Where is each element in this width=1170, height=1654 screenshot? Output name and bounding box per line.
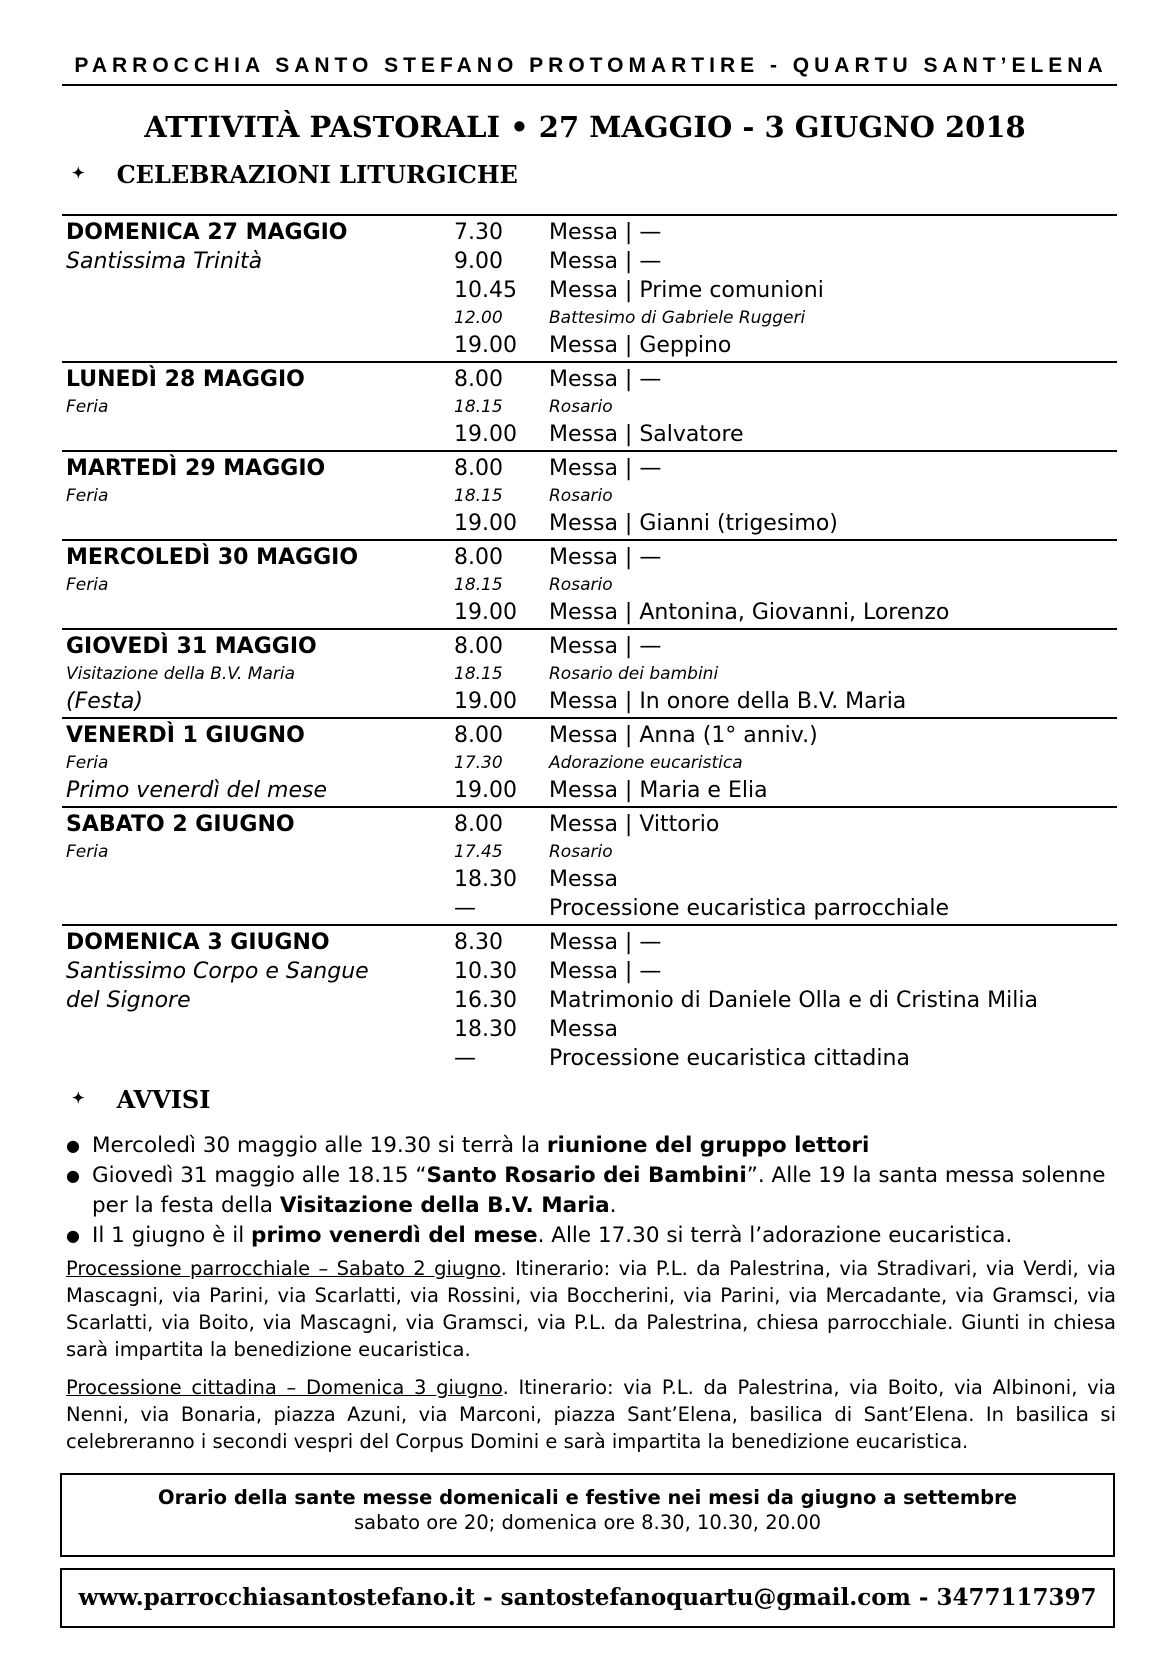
schedule-time: 7.30 [454, 220, 503, 245]
schedule-day-label: LUNEDÌ 28 MAGGIO [66, 367, 305, 392]
schedule-day-label: Feria [66, 842, 109, 862]
schedule-row [62, 928, 1117, 957]
schedule-time: 18.30 [454, 1017, 517, 1042]
mass-schedule-box [60, 1473, 1115, 1557]
schedule-day-label: GIOVEDÌ 31 MAGGIO [66, 634, 317, 659]
schedule-row [62, 750, 1117, 776]
schedule-row [62, 1015, 1117, 1044]
schedule-row [62, 957, 1117, 986]
schedule-time: 17.45 [454, 842, 503, 862]
procession-city-text: . Itinerario: via P.L. da Palestrina, via Boito, via Albinoni, via Nenni, via Bonaria, piazza Azuni, via Marconi, piazza Sant’Elena, basilica di Sant’Elena. In basilica si celebreranno i secondi vespri del Corpus Domini e sarà impartita la benedizione eucaristica. [66, 1376, 1116, 1453]
schedule-row [62, 543, 1117, 572]
schedule-time: 8.00 [454, 545, 503, 570]
schedule-day-label: Visitazione della B.V. Maria [66, 664, 295, 684]
list-item [66, 1161, 1116, 1221]
schedule-time: — [454, 1046, 476, 1071]
schedule-time: 19.00 [454, 778, 517, 803]
list-item [66, 1221, 1116, 1251]
schedule-time: 19.00 [454, 511, 517, 536]
schedule-time: 8.00 [454, 812, 503, 837]
avviso-bold: riunione del gruppo lettori [546, 1133, 870, 1158]
schedule-time: 19.00 [454, 422, 517, 447]
schedule-event: Messa | — [549, 959, 662, 984]
avviso-text: . Alle 17.30 si terrà l’adorazione eucaristica. [537, 1223, 1013, 1248]
schedule-time: 19.00 [454, 600, 517, 625]
avviso-text: . [609, 1193, 617, 1218]
schedule-event: Messa | — [549, 456, 662, 481]
schedule-day [62, 808, 1117, 926]
schedule-day-label: Feria [66, 575, 109, 595]
schedule-event: Processione eucaristica parrocchiale [549, 896, 949, 921]
schedule-day-label: del Signore [66, 988, 191, 1013]
avviso-bold: primo venerdì del mese [251, 1223, 538, 1248]
schedule-time: 8.30 [454, 930, 503, 955]
schedule-event: Battesimo di Gabriele Ruggeri [549, 308, 806, 328]
schedule-row [62, 509, 1117, 538]
schedule-day-label: DOMENICA 27 MAGGIO [66, 220, 348, 245]
schedule-time: 19.00 [454, 689, 517, 714]
bullet-icon: ● [66, 1226, 80, 1245]
schedule-event: Matrimonio di Daniele Olla e di Cristina Milia [549, 988, 1038, 1013]
bullet-icon: ● [66, 1136, 80, 1155]
schedule-day [62, 216, 1117, 363]
section-celebrations-title: CELEBRAZIONI LITURGICHE [116, 160, 518, 189]
schedule-event: Messa | Vittorio [549, 812, 720, 837]
schedule-row [62, 454, 1117, 483]
schedule-day [62, 452, 1117, 541]
procession-city-paragraph [66, 1374, 1116, 1455]
schedule-row [62, 331, 1117, 360]
bullet-icon: ● [66, 1166, 80, 1185]
schedule-day-label: VENERDÌ 1 GIUGNO [66, 723, 305, 748]
schedule-day-label: Primo venerdì del mese [66, 778, 328, 803]
schedule-event: Adorazione eucaristica [549, 753, 743, 773]
procession-parish-text: . Itinerario: via P.L. da Palestrina, via Stradivari, via Verdi, via Mascagni, via Parini, via Scarlatti, via Rossini, via Boccherini, via Parini, via Mercadante, via Gramsci, via Scarlatti, via Boito, via Mascagni, via Gramsci, via P.L. da Palestrina, chiesa parrocchiale. Giunti in chiesa sarà impartita la benedizione eucaristica. [66, 1257, 1116, 1361]
schedule-row [62, 483, 1117, 509]
schedule-day-label: Santissima Trinità [66, 249, 263, 274]
schedule-day [62, 926, 1117, 1074]
schedule-row [62, 276, 1117, 305]
avviso-text: ”. Alle 19 la santa messa solenne per la festa della [92, 1163, 1106, 1218]
schedule-time: 18.15 [454, 486, 503, 506]
schedule-day-label: Santissimo Corpo e Sangue [66, 959, 369, 984]
schedule-day [62, 541, 1117, 630]
mass-schedule-text: sabato ore 20; domenica ore 8.30, 10.30, 20.00 [353, 1511, 822, 1534]
schedule-row [62, 721, 1117, 750]
schedule-day-label: (Festa) [66, 689, 143, 714]
parish-header: PARROCCHIA SANTO STEFANO PROTOMARTIRE - QUARTU SANT’ELENA [74, 54, 1108, 77]
schedule-time: 8.00 [454, 456, 503, 481]
schedule-event: Rosario [549, 575, 613, 595]
schedule-day-label: Feria [66, 486, 109, 506]
header-divider [62, 84, 1117, 86]
schedule-day-label: Feria [66, 397, 109, 417]
schedule-day-label: DOMENICA 3 GIUGNO [66, 930, 330, 955]
avviso-text: Giovedì 31 maggio alle 18.15 “ [92, 1163, 427, 1188]
schedule-event: Messa | In onore della B.V. Maria [549, 689, 907, 714]
schedule-time: 10.45 [454, 278, 517, 303]
schedule-event: Rosario [549, 842, 613, 862]
schedule-day-label: MARTEDÌ 29 MAGGIO [66, 456, 326, 481]
star-icon: ✦ [72, 1088, 85, 1107]
avviso-text: Mercoledì 30 maggio alle 19.30 si terrà la [92, 1133, 547, 1158]
schedule-row [62, 218, 1117, 247]
schedule-time: 8.00 [454, 367, 503, 392]
avvisi-list [66, 1131, 1116, 1251]
schedule-time: 12.00 [454, 308, 503, 328]
schedule-row [62, 1044, 1117, 1073]
schedule-day [62, 363, 1117, 452]
schedule-event: Messa [549, 1017, 618, 1042]
list-item [66, 1131, 1116, 1161]
schedule-event: Messa | Anna (1° anniv.) [549, 723, 818, 748]
schedule-event: Messa | Geppino [549, 333, 732, 358]
schedule-day-label: Feria [66, 753, 109, 773]
schedule-row [62, 661, 1117, 687]
schedule-row [62, 394, 1117, 420]
schedule-event: Messa | — [549, 545, 662, 570]
page-title: ATTIVITÀ PASTORALI • 27 MAGGIO - 3 GIUGNO 2018 [144, 110, 1026, 144]
schedule-day [62, 630, 1117, 719]
avviso-bold: Visitazione della B.V. Maria [279, 1193, 610, 1218]
procession-city-label: Processione cittadina – Domenica 3 giugno [66, 1376, 503, 1399]
schedule-event: Messa | Maria e Elia [549, 778, 768, 803]
schedule-time: 18.30 [454, 867, 517, 892]
schedule-time: 19.00 [454, 333, 517, 358]
schedule-day [62, 719, 1117, 808]
schedule-time: — [454, 896, 476, 921]
schedule-row [62, 572, 1117, 598]
procession-parish-label: Processione parrocchiale – Sabato 2 giugno [66, 1257, 501, 1280]
schedule-event: Messa | — [549, 367, 662, 392]
schedule-row [62, 687, 1117, 716]
schedule-row [62, 986, 1117, 1015]
section-avvisi-title: AVVISI [116, 1085, 211, 1114]
avviso-bold: Santo Rosario dei Bambini [426, 1163, 747, 1188]
schedule-row [62, 365, 1117, 394]
schedule-row [62, 839, 1117, 865]
liturgical-schedule [62, 214, 1117, 1074]
schedule-time: 8.00 [454, 634, 503, 659]
schedule-row [62, 894, 1117, 923]
schedule-time: 18.15 [454, 397, 503, 417]
schedule-event: Rosario [549, 486, 613, 506]
schedule-row [62, 247, 1117, 276]
schedule-row [62, 420, 1117, 449]
schedule-event: Messa | — [549, 634, 662, 659]
procession-parish-paragraph [66, 1255, 1116, 1363]
schedule-event: Processione eucaristica cittadina [549, 1046, 910, 1071]
schedule-row [62, 810, 1117, 839]
schedule-time: 8.00 [454, 723, 503, 748]
schedule-event: Messa [549, 867, 618, 892]
schedule-event: Messa | Gianni (trigesimo) [549, 511, 838, 536]
schedule-event: Messa | — [549, 930, 662, 955]
section-avvisi [72, 1085, 210, 1114]
section-celebrations [72, 160, 518, 189]
schedule-row [62, 598, 1117, 627]
schedule-event: Rosario dei bambini [549, 664, 719, 684]
schedule-row [62, 865, 1117, 894]
schedule-time: 18.15 [454, 575, 503, 595]
schedule-event: Rosario [549, 397, 613, 417]
schedule-event: Messa | Prime comunioni [549, 278, 824, 303]
schedule-time: 18.15 [454, 664, 503, 684]
schedule-row [62, 305, 1117, 331]
mass-schedule-title: Orario della sante messe domenicali e festive nei mesi da giugno a settembre [158, 1486, 1017, 1509]
schedule-row [62, 776, 1117, 805]
schedule-time: 9.00 [454, 249, 503, 274]
contacts-footer: www.parrocchiasantostefano.it - santostefanoquartu@gmail.com - 3477117397 [60, 1568, 1115, 1628]
schedule-time: 16.30 [454, 988, 517, 1013]
star-icon: ✦ [72, 163, 85, 182]
schedule-row [62, 632, 1117, 661]
schedule-day-label: SABATO 2 GIUGNO [66, 812, 295, 837]
schedule-event: Messa | Salvatore [549, 422, 744, 447]
schedule-event: Messa | — [549, 249, 662, 274]
schedule-day-label: MERCOLEDÌ 30 MAGGIO [66, 545, 359, 570]
schedule-event: Messa | — [549, 220, 662, 245]
schedule-time: 10.30 [454, 959, 517, 984]
schedule-time: 17.30 [454, 753, 503, 773]
avviso-text: Il 1 giugno è il [92, 1223, 252, 1248]
schedule-event: Messa | Antonina, Giovanni, Lorenzo [549, 600, 950, 625]
